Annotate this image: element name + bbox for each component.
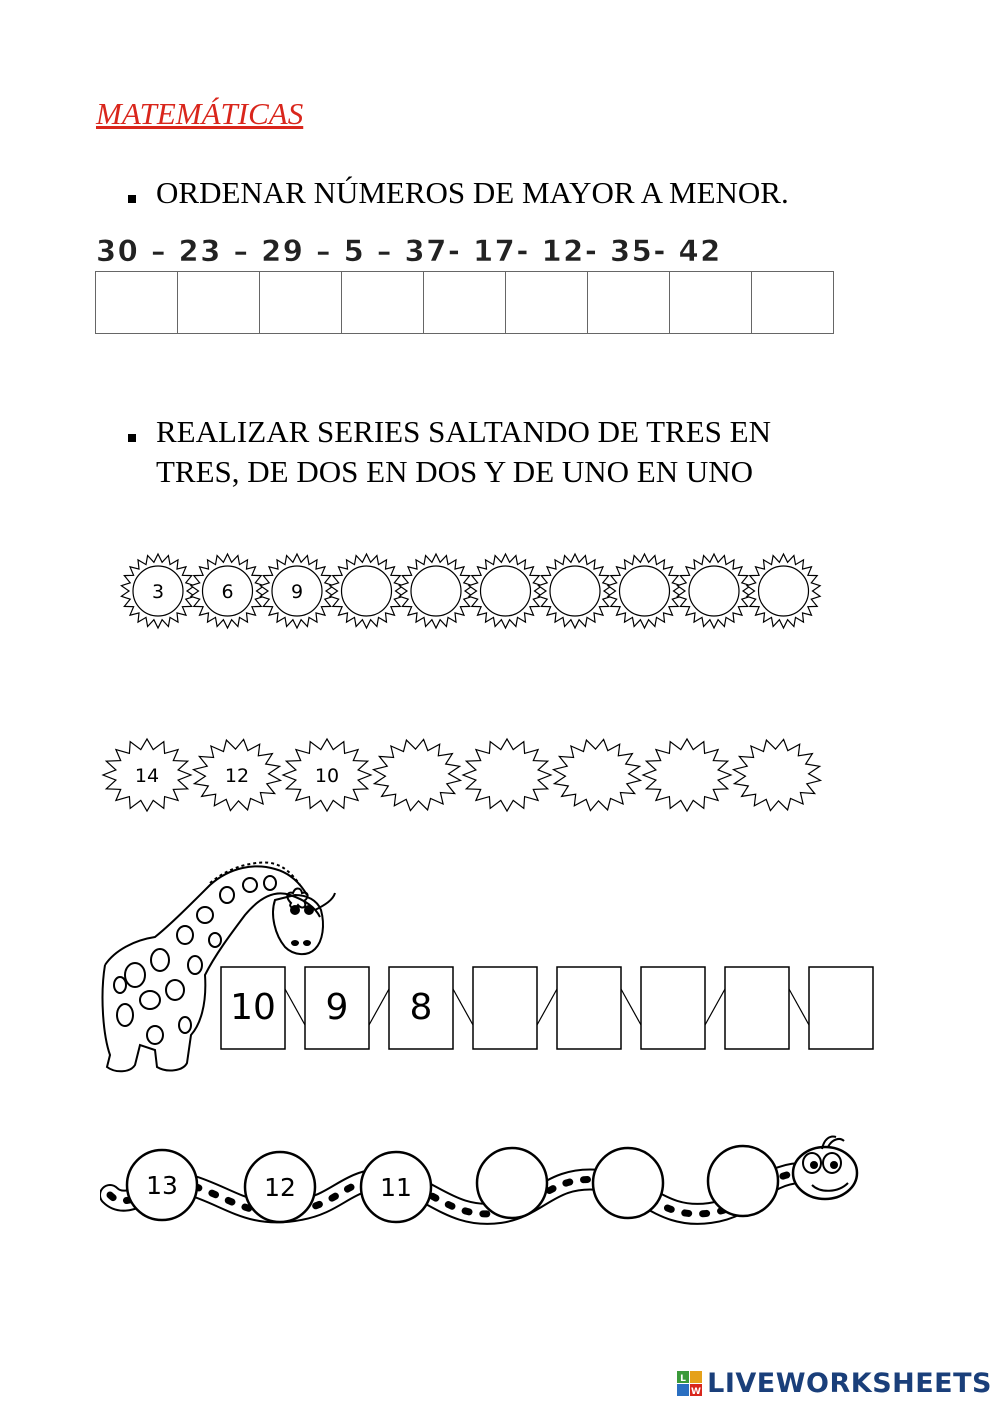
connector-line xyxy=(285,989,305,1025)
connector-line xyxy=(369,989,389,1025)
snake-circle xyxy=(361,1152,431,1222)
logo-small-letter: L xyxy=(680,1373,687,1384)
answer-box[interactable] xyxy=(260,272,342,333)
box-number: 8 xyxy=(409,987,433,1028)
snake-circle xyxy=(245,1152,315,1222)
answer-box[interactable] xyxy=(178,272,260,333)
snake-number: 11 xyxy=(380,1173,412,1202)
burst-series xyxy=(95,730,825,820)
number-box xyxy=(305,967,369,1049)
answer-box[interactable] xyxy=(506,272,588,333)
connector-line xyxy=(537,989,557,1025)
number-box xyxy=(221,967,285,1049)
burst-number: 10 xyxy=(314,765,340,787)
number-box xyxy=(557,967,621,1049)
numbers-to-order: 30 – 23 – 29 – 5 – 37- 17- 12- 35- 42 xyxy=(96,234,722,268)
page-title: MATEMÁTICAS xyxy=(96,96,304,131)
snake-number: 12 xyxy=(264,1173,296,1202)
answer-box[interactable] xyxy=(752,272,833,333)
box-number: 9 xyxy=(325,987,349,1028)
instruction-series-line2: TRES, DE DOS EN DOS Y DE UNO EN UNO xyxy=(156,454,754,489)
answer-row xyxy=(95,271,834,334)
snake-circle xyxy=(477,1148,547,1218)
sun-shape xyxy=(330,554,403,628)
number-box xyxy=(809,967,873,1049)
sun-shape xyxy=(399,554,472,628)
answer-box[interactable] xyxy=(96,272,178,333)
sun-shape xyxy=(469,554,542,628)
number-box xyxy=(641,967,705,1049)
burst-shape xyxy=(734,739,821,810)
burst-shape xyxy=(643,739,731,811)
number-box xyxy=(473,967,537,1049)
answer-box[interactable] xyxy=(424,272,506,333)
snake-circle xyxy=(708,1146,778,1216)
giraffe-icon xyxy=(103,862,335,1071)
sun-number: 6 xyxy=(221,581,234,603)
giraffe-series xyxy=(95,855,885,1080)
sun-shape xyxy=(677,554,750,628)
burst-shape xyxy=(194,739,281,810)
connector-line xyxy=(453,989,473,1025)
sun-shape xyxy=(191,554,264,628)
sun-series xyxy=(100,545,830,640)
instruction-series-line1: REALIZAR SERIES SALTANDO DE TRES EN xyxy=(156,414,771,449)
sun-number: 3 xyxy=(151,581,165,603)
connector-line xyxy=(705,989,725,1025)
number-box xyxy=(389,967,453,1049)
box-number: 10 xyxy=(230,987,276,1028)
snake-number: 13 xyxy=(146,1171,178,1200)
answer-box[interactable] xyxy=(670,272,752,333)
sun-shape xyxy=(747,554,820,628)
liveworksheets-logo-icon xyxy=(677,1371,703,1397)
bullet-icon xyxy=(128,195,136,203)
connector-line xyxy=(621,989,641,1025)
number-box xyxy=(725,967,789,1049)
instruction-order-numbers: ORDENAR NÚMEROS DE MAYOR A MENOR. xyxy=(156,175,789,210)
burst-number: 14 xyxy=(134,765,160,787)
footer-logo xyxy=(677,1368,992,1399)
sun-number: 9 xyxy=(290,581,304,603)
sun-shape xyxy=(538,554,611,628)
bullet-icon xyxy=(128,434,136,442)
connector-line xyxy=(789,989,809,1025)
burst-shape xyxy=(103,739,191,811)
answer-box[interactable] xyxy=(342,272,424,333)
burst-shape xyxy=(283,739,371,811)
burst-number: 12 xyxy=(224,765,250,787)
burst-shape xyxy=(463,739,551,811)
answer-box[interactable] xyxy=(588,272,670,333)
sun-shape xyxy=(608,554,681,628)
snake-series xyxy=(100,1125,860,1245)
snake-circle xyxy=(127,1150,197,1220)
burst-shape xyxy=(554,739,641,810)
sun-shape xyxy=(260,554,333,628)
snake-circle xyxy=(593,1148,663,1218)
logo-small-letter: W xyxy=(691,1386,702,1397)
logo-text: LIVEWORKSHEETS xyxy=(707,1368,992,1399)
burst-shape xyxy=(374,739,461,810)
sun-shape xyxy=(121,554,194,628)
